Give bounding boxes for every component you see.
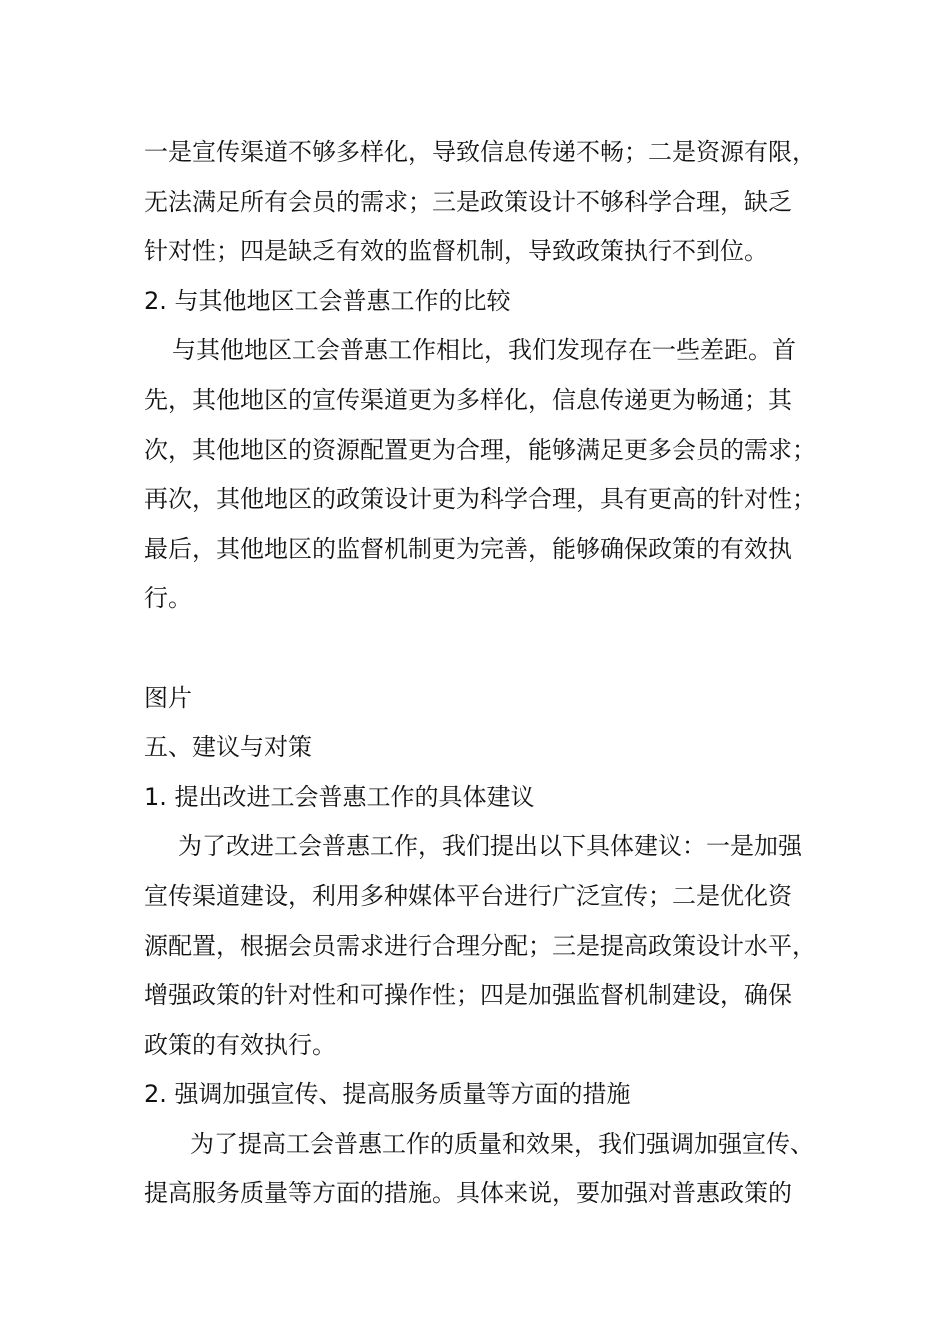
- paragraph-line: 宣传渠道建设，利用多种媒体平台进行广泛宣传；二是优化资: [144, 881, 792, 910]
- paragraph-line: 行。: [144, 584, 192, 613]
- image-placeholder-label: 图片: [144, 683, 192, 712]
- paragraph-line: 最后，其他地区的监督机制更为完善，能够确保政策的有效执: [144, 534, 792, 563]
- paragraph-suggestions: [144, 822, 834, 1070]
- paragraph-line: 再次，其他地区的政策设计更为科学合理，具有更高的针对性；: [144, 485, 816, 514]
- section-heading-suggestions: 五、建议与对策: [144, 733, 312, 762]
- paragraph-line: 为了提高工会普惠工作的质量和效果，我们强调加强宣传、: [190, 1129, 814, 1158]
- subheading-comparison: 2. 与其他地区工会普惠工作的比较: [144, 286, 511, 315]
- paragraph-line: 提高服务质量等方面的措施。具体来说，要加强对普惠政策的: [144, 1179, 792, 1208]
- paragraph-line: 为了改进工会普惠工作，我们提出以下具体建议：一是加强: [178, 832, 802, 861]
- document-body: [144, 128, 834, 1219]
- paragraph-line: 一是宣传渠道不够多样化，导致信息传递不畅；二是资源有限，: [144, 138, 816, 166]
- paragraph-line: 政策的有效执行。: [144, 1030, 336, 1059]
- subheading-measures: 2. 强调加强宣传、提高服务质量等方面的措施: [144, 1080, 631, 1109]
- paragraph-line: 与其他地区工会普惠工作相比，我们发现存在一些差距。首: [172, 336, 796, 365]
- paragraph-line: 无法满足所有会员的需求；三是政策设计不够科学合理，缺乏: [144, 187, 792, 216]
- paragraph-line: 次，其他地区的资源配置更为合理，能够满足更多会员的需求；: [144, 435, 816, 464]
- blank-line: [144, 624, 834, 674]
- paragraph-line: 针对性；四是缺乏有效的监督机制，导致政策执行不到位。: [144, 237, 768, 266]
- paragraph-line: 先，其他地区的宣传渠道更为多样化，信息传递更为畅通；其: [144, 385, 792, 414]
- paragraph-line: 源配置，根据会员需求进行合理分配；三是提高政策设计水平，: [144, 931, 816, 960]
- subheading-suggestions: 1. 提出改进工会普惠工作的具体建议: [144, 782, 535, 811]
- paragraph-line: 增强政策的针对性和可操作性；四是加强监督机制建设，确保: [144, 981, 792, 1010]
- paragraph-measures: [144, 1120, 834, 1219]
- paragraph-comparison: [144, 326, 834, 624]
- paragraph-problems: [144, 128, 834, 277]
